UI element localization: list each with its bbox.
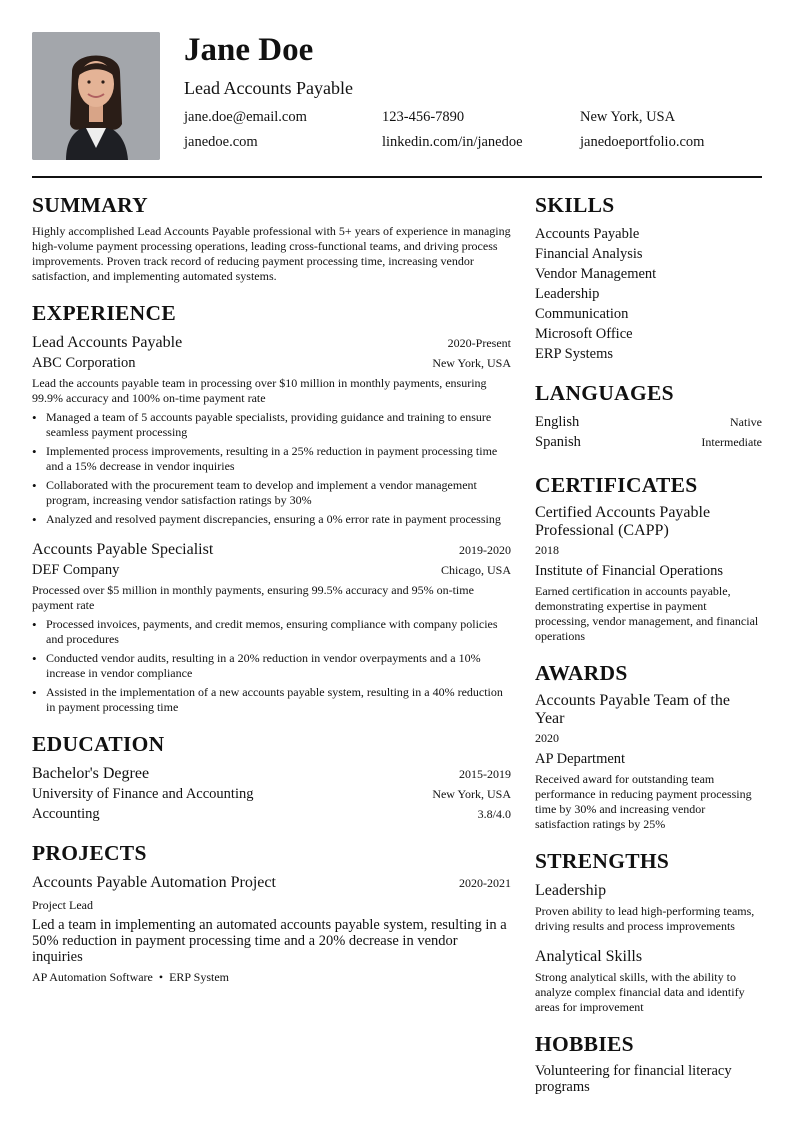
hobbies-section <box>535 1031 762 1095</box>
summary-section <box>32 192 511 284</box>
strengths-section <box>535 848 762 1015</box>
resume-header <box>32 32 762 160</box>
candidate-name: Jane Doe <box>184 32 314 68</box>
job-title: Accounts Payable Specialist <box>32 541 214 558</box>
job-bullet: • Managed a team of 5 accounts payable specialists, providing guidance and training to ensure seamless payment processing <box>32 410 511 440</box>
project-dates: 2020-2021 <box>459 876 511 890</box>
awards-section <box>535 660 762 832</box>
skill-item: Accounts Payable <box>535 226 640 242</box>
contact-grid <box>184 108 762 152</box>
tag-separator: • <box>158 970 164 984</box>
job-bullet: • Assisted in the implementation of a new accounts payable system, resulting in a 40% reduction in payment processing time <box>32 685 511 715</box>
strength-item <box>535 946 762 1015</box>
contact-linkedin[interactable]: linkedin.com/in/janedoe <box>382 134 523 150</box>
job-description: Processed over $5 million in monthly payments, ensuring 99.5% accuracy and 95% on-time payment rate <box>32 583 474 612</box>
summary-heading: SUMMARY <box>32 193 148 217</box>
language-level: Intermediate <box>701 435 762 449</box>
projects-section <box>32 840 511 985</box>
hobbies-heading: HOBBIES <box>535 1032 634 1056</box>
education-field: Accounting <box>32 806 100 822</box>
job-entry <box>32 332 511 527</box>
education-heading: EDUCATION <box>32 732 165 756</box>
profile-photo-illustration <box>32 32 160 160</box>
award-issuer: AP Department <box>535 751 626 767</box>
certificates-section <box>535 472 762 644</box>
project-tag: ERP System <box>169 970 229 984</box>
job-location: New York, USA <box>432 356 511 370</box>
contact-phone[interactable]: 123-456-7890 <box>382 109 465 125</box>
certificate-title: Certified Accounts Payable Professional (CAPP) <box>535 504 711 539</box>
skill-item: Communication <box>535 306 629 322</box>
job-bullet: • Implemented process improvements, resulting in a 25% reduction in payment processing time and a 15% decrease in vendor inquiries <box>32 444 511 474</box>
projects-heading: PROJECTS <box>32 841 147 865</box>
certificate-issuer: Institute of Financial Operations <box>535 563 724 579</box>
skill-item: Financial Analysis <box>535 246 643 262</box>
job-company: ABC Corporation <box>32 355 136 371</box>
header-info <box>184 32 762 152</box>
right-column <box>535 192 762 1111</box>
job-dates: 2019-2020 <box>459 543 511 557</box>
project-tag: AP Automation Software <box>32 970 153 984</box>
languages-heading: LANGUAGES <box>535 381 674 405</box>
skill-item: ERP Systems <box>535 346 614 362</box>
job-title: Lead Accounts Payable <box>32 334 183 351</box>
skill-item: Microsoft Office <box>535 326 633 342</box>
education-dates: 2015-2019 <box>459 767 511 781</box>
contact-email[interactable]: jane.doe@email.com <box>184 109 307 125</box>
project-description: Led a team in implementing an automated accounts payable system, resulting in a 50% reduction in payment processing time and a 20% decrease in vendor inquiries <box>32 917 507 965</box>
language-name: Spanish <box>535 434 581 450</box>
job-dates: 2020-Present <box>447 336 511 350</box>
strengths-heading: STRENGTHS <box>535 849 670 873</box>
award-year: 2020 <box>535 731 559 745</box>
languages-section <box>535 380 762 452</box>
certificates-heading: CERTIFICATES <box>535 473 698 497</box>
language-row <box>535 412 762 432</box>
award-description: Received award for outstanding team performance in reducing payment processing time by 30% and increasing vendor satisfaction ratings by 25% <box>535 772 752 831</box>
job-entry <box>32 539 511 715</box>
contact-portfolio[interactable]: janedoeportfolio.com <box>580 134 705 150</box>
strength-title: Analytical Skills <box>535 948 643 965</box>
education-degree: Bachelor's Degree <box>32 765 150 782</box>
experience-heading: EXPERIENCE <box>32 301 176 325</box>
language-name: English <box>535 414 580 430</box>
awards-heading: AWARDS <box>535 661 628 685</box>
header-divider <box>32 176 762 178</box>
job-bullet: • Analyzed and resolved payment discrepancies, ensuring a 0% error rate in payment processing <box>32 512 511 527</box>
education-location: New York, USA <box>432 787 511 801</box>
language-level: Native <box>730 415 762 429</box>
certificate-description: Earned certification in accounts payable, demonstrating expertise in payment processing, vendor management, and financial operations <box>535 584 759 643</box>
skills-heading: SKILLS <box>535 193 615 217</box>
certificate-year: 2018 <box>535 543 559 557</box>
job-bullet: • Conducted vendor audits, resulting in a 20% reduction in vendor overpayments and a 10% increase in vendor compliance <box>32 651 511 681</box>
education-gpa: 3.8/4.0 <box>477 807 511 821</box>
project-title: Accounts Payable Automation Project <box>32 874 276 891</box>
project-tags <box>32 970 511 985</box>
strength-description: Proven ability to lead high-performing teams, driving results and process improvements <box>535 904 755 933</box>
job-bullet: • Collaborated with the procurement team to develop and implement a vendor management program, increasing vendor satisfaction ratings by 30% <box>32 478 511 508</box>
contact-website[interactable]: janedoe.com <box>184 134 258 150</box>
skill-item: Leadership <box>535 286 600 302</box>
education-section <box>32 731 511 824</box>
left-column <box>32 192 511 1001</box>
contact-location: New York, USA <box>580 109 676 125</box>
language-row <box>535 432 762 452</box>
strength-title: Leadership <box>535 882 607 899</box>
summary-text: Highly accomplished Lead Accounts Payable professional with 5+ years of experience in managing high-volume payment processing operations, leading cross-functional teams, and driving process improvements. Proven track record of reducing payment processing time, increasing vendor satisfaction, and implementing automated systems. <box>32 224 511 283</box>
education-school: University of Finance and Accounting <box>32 786 254 802</box>
hobby-item: Volunteering for financial literacy programs <box>535 1063 732 1095</box>
job-location: Chicago, USA <box>441 563 511 577</box>
job-description: Lead the accounts payable team in processing over $10 million in monthly payments, ensuring 99.9% accuracy and 100% on-time payment rate <box>32 376 487 405</box>
project-role: Project Lead <box>32 898 93 912</box>
candidate-title: Lead Accounts Payable <box>184 78 353 98</box>
experience-section <box>32 300 511 715</box>
award-title: Accounts Payable Team of the Year <box>535 692 730 727</box>
job-bullets <box>32 410 511 527</box>
profile-photo <box>32 32 160 160</box>
strength-item <box>535 880 762 934</box>
strength-description: Strong analytical skills, with the ability to analyze complex financial data and identify areas for improvement <box>535 970 745 1014</box>
job-bullets <box>32 617 511 715</box>
job-company: DEF Company <box>32 562 120 578</box>
job-bullet: • Processed invoices, payments, and credit memos, ensuring compliance with company policies and procedures <box>32 617 511 647</box>
skills-section <box>535 192 762 364</box>
skill-item: Vendor Management <box>535 266 657 282</box>
